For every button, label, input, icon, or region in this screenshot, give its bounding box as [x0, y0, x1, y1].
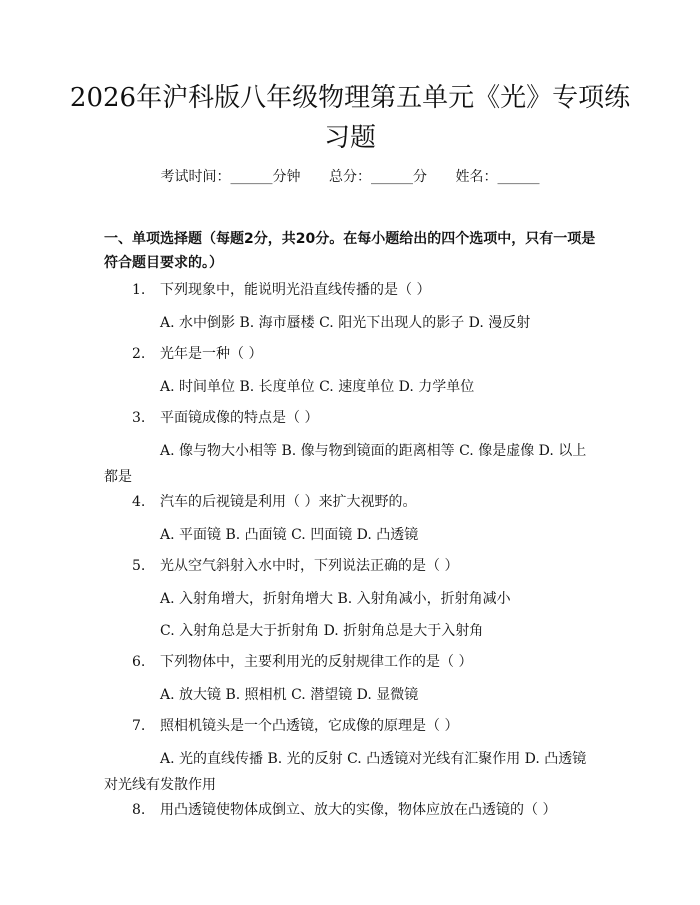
question-stem	[132, 651, 602, 673]
question-number: 5.	[132, 558, 146, 574]
question-options: A. 放大镜 B. 照相机 C. 潜望镜 D. 显微镜	[160, 687, 419, 703]
exam-time-field: 考试时间：______分钟	[160, 169, 301, 185]
question-options: A. 水中倒影 B. 海市蜃楼 C. 阳光下出现人的影子 D. 漫反射	[160, 315, 531, 331]
question-number: 6.	[132, 654, 146, 670]
question-options: A. 光的直线传播 B. 光的反射 C. 凸透镜对光线有汇聚作用 D. 凸透镜对光线有发散作用	[104, 751, 587, 793]
question-number: 1.	[132, 282, 146, 298]
question-text: 照相机镜头是一个凸透镜，它成像的原理是（ ）	[160, 718, 459, 734]
question-text: 平面镜成像的特点是（ ）	[160, 410, 319, 426]
question-number: 3.	[132, 410, 146, 426]
exam-info-line	[0, 166, 700, 188]
question-text: 下列现象中，能说明光沿直线传播的是（ ）	[160, 282, 431, 298]
question-number: 7.	[132, 718, 146, 734]
question-number: 2.	[132, 346, 146, 362]
section-heading: 一、单项选择题（每题2分，共20分。在每小题给出的四个选项中，只有一项是符合题目要求的。）	[104, 231, 596, 271]
question-stem	[132, 343, 602, 365]
question-text: 汽车的后视镜是利用（ ）来扩大视野的。	[160, 494, 417, 510]
question-stem	[132, 555, 602, 577]
question-number: 4.	[132, 494, 146, 510]
question-text: 光从空气斜射入水中时，下列说法正确的是（ ）	[160, 558, 459, 574]
question-stem	[132, 279, 602, 301]
question-stem	[132, 799, 602, 821]
question-options: A. 平面镜 B. 凸面镜 C. 凹面镜 D. 凸透镜	[160, 527, 419, 543]
question-stem	[132, 715, 602, 737]
question-options: A. 入射角增大，折射角增大 B. 入射角减小，折射角减小	[160, 591, 511, 607]
document-title: 2026年沪科版八年级物理第五单元《光》专项练习题	[69, 83, 631, 153]
question-stem	[132, 407, 602, 429]
question-number: 8.	[132, 802, 146, 818]
question-text: 光年是一种（ ）	[160, 346, 263, 362]
question-options: A. 像与物大小相等 B. 像与物到镜面的距离相等 C. 像是虚像 D. 以上都是	[104, 443, 587, 485]
total-score-field: 总分：______分	[329, 169, 427, 185]
student-name-field: 姓名：______	[455, 169, 540, 185]
question-options: A. 时间单位 B. 长度单位 C. 速度单位 D. 力学单位	[160, 379, 475, 395]
question-text: 用凸透镜使物体成倒立、放大的实像，物体应放在凸透镜的（ ）	[160, 802, 557, 818]
question-text: 下列物体中，主要利用光的反射规律工作的是（ ）	[160, 654, 473, 670]
question-stem	[132, 491, 602, 513]
question-options: C. 入射角总是大于折射角 D. 折射角总是大于入射角	[160, 623, 484, 639]
